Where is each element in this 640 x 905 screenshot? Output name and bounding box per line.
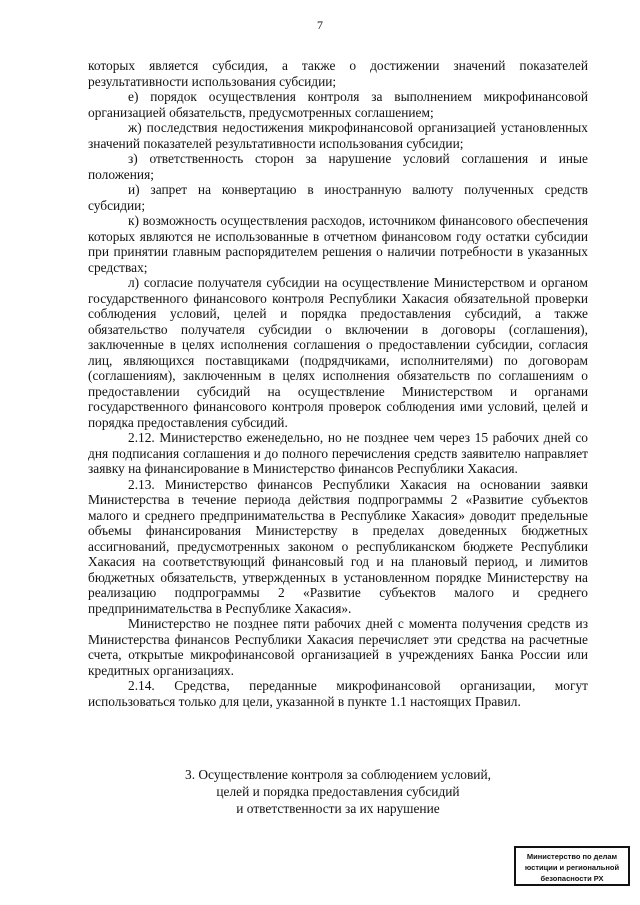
paragraph-2-13: 2.13. Министерство финансов Республики Хакасия на основании заявки Министерства в течение периода действия подпрограммы 2 «Развитие субъектов малого и среднего предпринимательства в Республике Хакасия» доводит предельные объемы финансирования Министерству в пределах доведенных бюджетных ассигнований, предусмотренных законом о республиканском бюджете Республики Хакасия на соответствующий финансовый год и на плановый период, и лимитов бюджетных обязательств, утвержденных в установленном порядке Министерству на реализацию подпрограммы 2 «Развитие субъектов малого и среднего предпринимательства в Республике Хакасия».: [88, 476, 588, 616]
section-heading: [88, 766, 588, 817]
stamp-line: Министерство по делам: [526, 852, 618, 861]
stamp-line: безопасности РХ: [540, 874, 604, 883]
paragraph-item-z: з) ответственность сторон за нарушение условий соглашения и иные положения;: [88, 151, 588, 182]
paragraph-item-i: и) запрет на конвертацию в иностранную валюту полученных средств субсидии;: [88, 182, 588, 213]
paragraph-2-12: 2.12. Министерство еженедельно, но не позднее чем через 15 рабочих дней со дня подписания соглашения и до полного перечисления средств заявителю направляет заявку на финансирование в Министерство финансов Республики Хакасия.: [88, 430, 588, 476]
paragraph-item-l: л) согласие получателя субсидии на осуществление Министерством и органом государственного финансового контроля Республики Хакасия обязательной проверки соблюдения условий, целей и порядка предоставления субсидий, а также обязательство получателя субсидии о включении в договоры (соглашения), заключенные в целях исполнения соглашения о предоставлении субсидии, согласия лиц, являющихся поставщиками (подрядчиками, исполнителями) по договорам (соглашениям), заключенным в целях исполнения обязательств по соглашениям о предоставлении субсидий на осуществление Министерством и органами государственного финансового контроля проверок соблюдения ими условий, целей и порядка предоставления субсидий.: [88, 275, 588, 430]
paragraph-item-k: к) возможность осуществления расходов, источником финансового обеспечения которых являются не использованные в отчетном финансовом году остатки субсидии при принятии главным распорядителем решения о наличии потребности в указанных средствах;: [88, 213, 588, 275]
paragraph-item-e: е) порядок осуществления контроля за выполнением микрофинансовой организацией обязательств, предусмотренных соглашением;: [88, 89, 588, 120]
paragraph-continuation: которых является субсидия, а также о достижении значений показателей результативности использования субсидии;: [88, 58, 588, 89]
section-heading-line: 3. Осуществление контроля за соблюдением условий,: [185, 767, 491, 782]
paragraph-item-zh: ж) последствия недостижения микрофинансовой организацией установленных значений показателей результативности использования субсидии;: [88, 120, 588, 151]
stamp-line: юстиции и региональной: [524, 863, 620, 872]
page-number: 7: [317, 18, 323, 32]
body-text: [88, 58, 588, 709]
section-heading-line: и ответственности за их нарушение: [236, 801, 440, 816]
paragraph-2-14: 2.14. Средства, переданные микрофинансовой организации, могут использоваться только для цели, указанной в пункте 1.1 настоящих Правил.: [88, 678, 588, 709]
paragraph-transfer: Министерство не позднее пяти рабочих дней с момента получения средств из Министерства финансов Республики Хакасия перечисляет эти средства на расчетные счета, открытые микрофинансовой организацией в учреждениях Банка России или кредитных организациях.: [88, 616, 588, 678]
ministry-stamp: [514, 846, 630, 886]
section-heading-line: целей и порядка предоставления субсидий: [216, 784, 460, 799]
